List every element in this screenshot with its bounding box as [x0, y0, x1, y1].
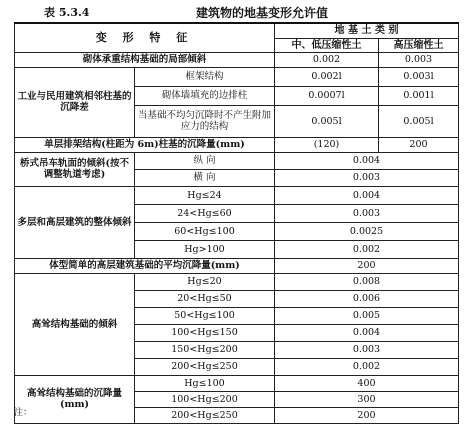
- sub-label: Hg≤100: [135, 375, 275, 391]
- footnote: 注：: [14, 408, 33, 418]
- cell-value: 200: [275, 407, 459, 423]
- deformation-table: [14, 22, 459, 424]
- table-caption: [0, 4, 474, 22]
- sub-label: 60<Hg≤100: [135, 222, 275, 240]
- cell-value: 0.003l: [379, 67, 459, 86]
- table-row: [15, 67, 459, 86]
- sub-label: 20<Hg≤50: [135, 290, 275, 307]
- table-row: [15, 258, 459, 273]
- cell-value: 0.004: [275, 186, 459, 204]
- row-label: 砌体承重结构基础的局部倾斜: [15, 52, 275, 67]
- table-number: 表 5.3.4: [44, 6, 90, 19]
- sub-label: 200<Hg≤250: [135, 358, 275, 375]
- sub-label: 100<Hg≤150: [135, 324, 275, 341]
- table-row: [15, 52, 459, 67]
- cell-value: 0.004: [275, 324, 459, 341]
- sub-label: 100<Hg≤200: [135, 391, 275, 407]
- sub-label: 横 向: [135, 169, 275, 186]
- row-label: 体型简单的高层建筑基础的平均沉降量(mm): [15, 258, 275, 273]
- sub-label: 框架结构: [135, 67, 275, 86]
- table-title: 建筑物的地基变形允许值: [196, 6, 329, 20]
- table-row: [15, 152, 459, 169]
- sub-label: 24<Hg≤60: [135, 204, 275, 222]
- cell-value: 0.0025: [275, 222, 459, 240]
- cell-value: 0.002l: [275, 67, 379, 86]
- cell-value: 0.002: [275, 240, 459, 258]
- cell-value: 0.005: [275, 307, 459, 324]
- table-row: [15, 273, 459, 290]
- cell-value: 0.003: [275, 204, 459, 222]
- column-header-medium-low: 中、低压缩性土: [275, 38, 379, 52]
- cell-value: 0.005l: [275, 105, 379, 137]
- sub-label: 纵 向: [135, 152, 275, 169]
- sub-label: 150<Hg≤200: [135, 341, 275, 358]
- sub-label: Hg≤20: [135, 273, 275, 290]
- cell-value: 200: [379, 137, 459, 152]
- row-label: 单层排架结构(柱距为 6m)柱基的沉降量(mm): [15, 137, 275, 152]
- header-row: [15, 23, 459, 38]
- cell-value: 0.004: [275, 152, 459, 169]
- sub-label: 当基础不均匀沉降时不产生附加应力的结构: [135, 105, 275, 137]
- table-row: [15, 186, 459, 204]
- sub-label: Hg≤24: [135, 186, 275, 204]
- cell-value: 0.001l: [379, 86, 459, 105]
- row-label: 多层和高层建筑的整体倾斜: [15, 186, 135, 258]
- row-label: 工业与民用建筑相邻柱基的沉降差: [15, 67, 135, 137]
- row-label: 高耸结构基础的沉降量(mm): [15, 375, 135, 423]
- sub-label: 砌体墙填充的边排柱: [135, 86, 275, 105]
- table-row: [15, 375, 459, 391]
- cell-value: 200: [275, 258, 459, 273]
- cell-value: 0.003: [275, 169, 459, 186]
- cell-value: 0.002: [275, 52, 379, 67]
- cell-value: (120): [275, 137, 379, 152]
- column-header-feature: 变 形 特 征: [15, 23, 275, 52]
- cell-value: 0.006: [275, 290, 459, 307]
- column-header-soil-type: 地 基 土 类 别: [275, 23, 459, 38]
- row-label: 高耸结构基础的倾斜: [15, 273, 135, 375]
- cell-value: 0.0007l: [275, 86, 379, 105]
- sub-label: 200<Hg≤250: [135, 407, 275, 423]
- cell-value: 300: [275, 391, 459, 407]
- sub-label: Hg>100: [135, 240, 275, 258]
- cell-value: 0.005l: [379, 105, 459, 137]
- sub-label: 50<Hg≤100: [135, 307, 275, 324]
- column-header-high: 高压缩性土: [379, 38, 459, 52]
- cell-value: 0.002: [275, 358, 459, 375]
- cell-value: 0.003: [379, 52, 459, 67]
- row-label: 桥式吊车轨面的倾斜(按不调整轨道考虑): [15, 152, 135, 186]
- cell-value: 0.008: [275, 273, 459, 290]
- cell-value: 0.003: [275, 341, 459, 358]
- cell-value: 400: [275, 375, 459, 391]
- table-row: [15, 137, 459, 152]
